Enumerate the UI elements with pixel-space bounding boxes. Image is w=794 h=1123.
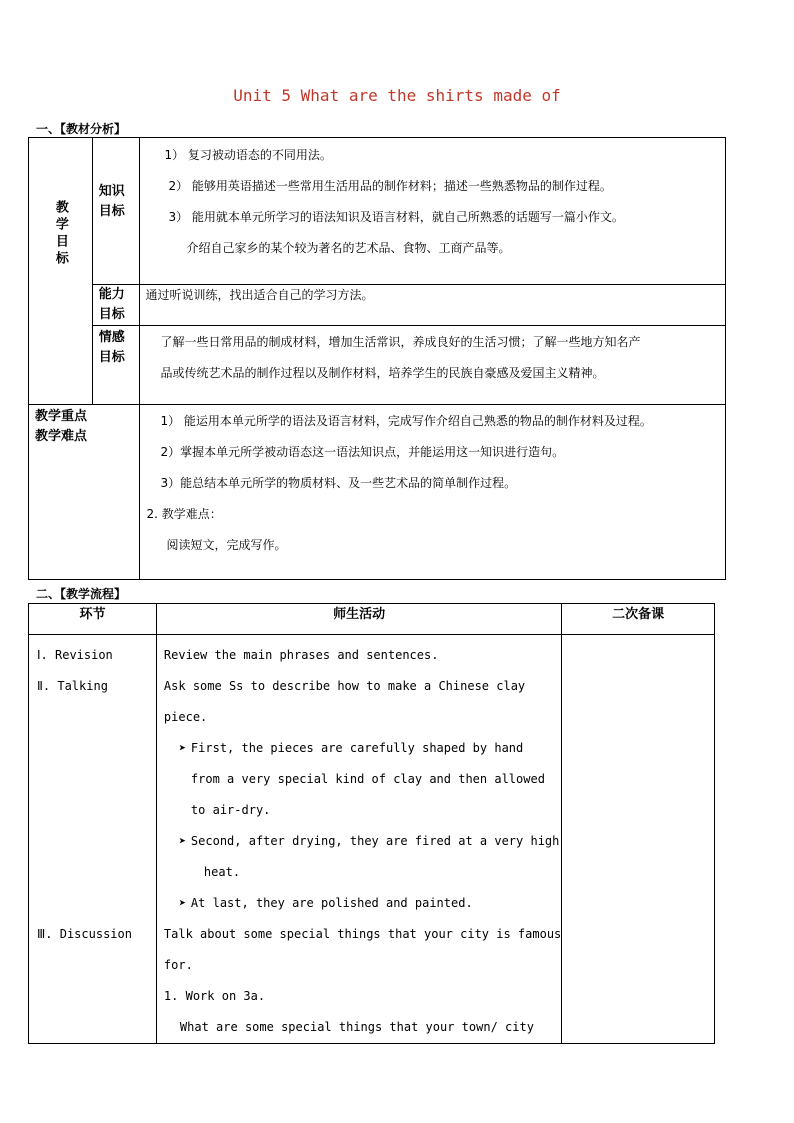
activity-line: for.	[163, 958, 193, 972]
activity-line: First, the pieces are carefully shaped by hand	[190, 741, 524, 755]
activity-line: from a very special kind of clay and then allowed	[190, 772, 545, 786]
activity-line: What are some special things that your town/ city	[179, 1020, 534, 1034]
process-table	[28, 603, 715, 1044]
stage-talking: Ⅱ. Talking	[37, 679, 108, 693]
page-title: Unit 5 What are the shirts made of	[233, 86, 561, 105]
activity-column	[156, 635, 561, 1044]
section2-heading: 二、【教学流程】	[36, 587, 127, 601]
section1-heading: 一、【教材分析】	[36, 122, 127, 136]
key-line: 3）能总结本单元所学的物质材料、及一些艺术品的简单制作过程。	[160, 476, 517, 490]
key-content	[140, 405, 726, 580]
ability-label-2: 目标	[98, 307, 125, 322]
activity-line: Second, after drying, they are fired at a very high	[190, 834, 560, 848]
goal-label-cell	[29, 138, 93, 405]
emotion-label-2: 目标	[98, 350, 125, 365]
notes-column[interactable]	[562, 635, 715, 1044]
emotion-line: 品或传统艺术品的制作过程以及制作材料，培养学生的民族自豪感及爱国主义精神。	[160, 366, 605, 380]
activity-line: heat.	[203, 865, 241, 879]
ability-label-1: 能力	[98, 287, 125, 302]
ability-text: 通过听说训练，找出适合自己的学习方法。	[145, 288, 374, 302]
emotion-label-1: 情感	[98, 330, 125, 345]
analysis-table	[28, 137, 726, 580]
emotion-line: 了解一些日常用品的制成材料，增加生活常识，养成良好的生活习惯；了解一些地方知名产	[160, 335, 641, 349]
activity-line: piece.	[163, 710, 208, 724]
knowledge-item: 1） 复习被动语态的不同用法。	[164, 148, 332, 162]
header-stage: 环节	[29, 604, 157, 635]
knowledge-label-2: 目标	[98, 204, 125, 219]
emotion-content	[140, 326, 726, 405]
key-label-cell	[29, 405, 140, 580]
key-line: 阅读短文，完成写作。	[166, 538, 287, 552]
arrow-bullet-icon: ➤	[178, 834, 187, 848]
knowledge-item: 3） 能用就本单元所学习的语法知识及语言材料，就自己所熟悉的话题写一篇小作文。	[168, 210, 624, 224]
bullet-item	[164, 733, 561, 764]
activity-line: Ask some Ss to describe how to make a Chinese clay	[163, 679, 526, 693]
activity-line: At last, they are polished and painted.	[190, 896, 473, 910]
key-label-2: 教学难点	[35, 429, 88, 444]
key-line: 1） 能运用本单元所学的语法及语言材料，完成写作介绍自己熟悉的物品的制作材料及过程。	[160, 414, 652, 428]
activity-line: to air-dry.	[190, 803, 271, 817]
knowledge-label-1: 知识	[98, 184, 125, 199]
knowledge-content	[140, 138, 726, 285]
ability-content	[140, 285, 726, 326]
arrow-bullet-icon: ➤	[178, 741, 187, 755]
key-line: 2. 教学难点：	[146, 507, 222, 521]
emotion-label-cell	[92, 326, 140, 405]
knowledge-item: 2） 能够用英语描述一些常用生活用品的制作材料；描述一些熟悉物品的制作过程。	[168, 179, 612, 193]
knowledge-label-cell	[92, 138, 140, 285]
ability-label-cell	[92, 285, 140, 326]
header-notes: 二次备课	[562, 604, 715, 635]
activity-line: Review the main phrases and sentences.	[163, 648, 439, 662]
knowledge-item: 介绍自己家乡的某个较为著名的艺术品、食物、工商产品等。	[186, 241, 511, 255]
stage-column	[29, 635, 157, 1044]
header-activity: 师生活动	[156, 604, 561, 635]
bullet-item	[164, 888, 561, 919]
activity-line: Talk about some special things that your city is famous	[163, 927, 562, 941]
goal-label: 教学目标	[52, 200, 68, 268]
stage-discussion: Ⅲ. Discussion	[37, 927, 132, 941]
arrow-bullet-icon: ➤	[178, 896, 187, 910]
activity-line: 1. Work on 3a.	[163, 989, 266, 1003]
key-label-1: 教学重点	[35, 409, 88, 424]
bullet-item	[164, 826, 561, 857]
stage-revision: Ⅰ. Revision	[37, 648, 113, 662]
key-line: 2）掌握本单元所学被动语态这一语法知识点，并能运用这一知识进行造句。	[160, 445, 565, 459]
